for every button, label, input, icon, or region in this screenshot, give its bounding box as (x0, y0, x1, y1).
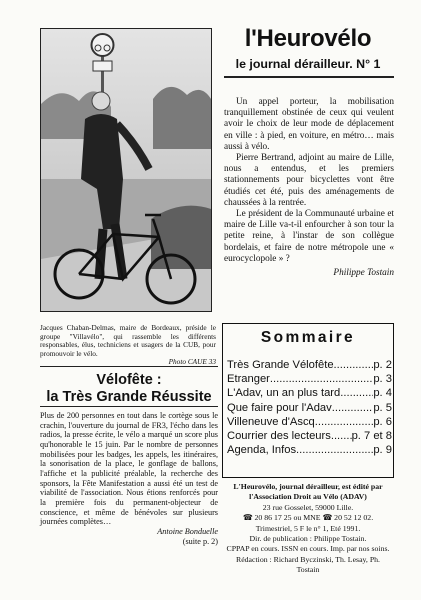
editorial-intro (224, 97, 394, 279)
toc-leader-dots (334, 358, 374, 372)
toc-item (227, 429, 392, 443)
toc-item (227, 358, 392, 372)
photo-credit: Photo CAUE 33 (168, 357, 216, 367)
toc-leader-dots (331, 429, 352, 443)
colophon-director: Dir. de publication : Philippe Tostain. (249, 534, 367, 544)
toc-item-label: L'Adav, un an plus tard (227, 387, 341, 400)
cyclist-photo-illustration (41, 29, 211, 311)
colophon-publisher: L'Heurovélo, journal dérailleur, est édité par l'Association Droit au Vélo (ADAV) (233, 482, 383, 502)
toc-leader-dots (332, 401, 374, 415)
photo-caption-text: Jacques Chaban-Delmas, maire de Bordeaux, préside le groupe "Villavélo", qui rassemble les différents responsables, élus, techniciens et usagers de la CUB, pour promouvoir le vélo. (40, 323, 216, 358)
colophon-registration: CPPAP en cours. ISSN en cours. Imp. par nos soins. (226, 544, 390, 554)
velofete-signature: Antoine Bonduelle (157, 526, 218, 536)
divider-top-velofete (40, 366, 218, 367)
toc-item-label: Agenda, Infos (227, 444, 297, 457)
intro-paragraph-3: Le président de la Communauté urbaine et maire de Lille va-t-il enfourcher à son tour la petite reine, à l'instar de son collègue bordelais, et faire de notre métropole une « eurocyclopole » ? (224, 209, 394, 264)
toc-item-label: Etranger (227, 373, 270, 386)
velofete-article-body: Plus de 200 personnes en tout dans le cortège sous le crachin, l'ouverture du journal de FR3, l'écho dans les radios, la presse écrite, le vélo a marqué un score plus qu'honorable le 15 juin. Par le nombre de personnes mobilisées pour les badges, les appels, les itinéraires, la sonorisation de la place, le gonflage de ballons, l'affiche et la publicité préalable, la recherche des sponsors, la Fête Manifestation a aussi été un test de viabilité de l'association. Nous étions renforcés pour la première fois du permanent-objecteur de conscience, et même de bénévoles sur plusieurs journées complètes… (40, 411, 218, 527)
toc-item-page: p. 4 (373, 387, 392, 400)
colophon-editors: Rédaction : Richard Byczinski, Th. Lesay, Ph. Tostain (236, 554, 380, 575)
intro-signature: Philippe Tostain (333, 268, 394, 279)
toc-item-page: p. 6 (373, 415, 392, 428)
toc-item-label: Que faire pour l'Adav (227, 401, 332, 414)
divider-under-velofete-headline (40, 406, 218, 407)
toc-item (227, 401, 392, 415)
masthead-rule (224, 76, 394, 78)
velofete-continued: (suite p. 2) (182, 536, 218, 546)
toc-leader-dots (315, 415, 374, 429)
velofete-headline-line2: la Très Grande Réussite (46, 389, 212, 405)
toc-item-label: Courrier des lecteurs (227, 430, 331, 443)
toc-item-page: p. 3 (373, 373, 392, 386)
toc-leader-dots (270, 372, 373, 386)
photo-caption (40, 324, 216, 367)
intro-paragraph-1: Un appel porteur, la mobilisation tranquillement obstinée de ceux qui veulent avoir le choix de leur mode de déplacement en ville : à pied, en voiture, en métro… mais aussi à vélo. (224, 97, 394, 152)
colophon-phone: ☎ 20 86 17 25 ou MNE ☎ 20 52 12 02. (242, 513, 374, 523)
table-of-contents-title: Sommaire (260, 329, 356, 346)
toc-item-page: p. 9 (373, 444, 392, 457)
colophon-frequency: Trimestriel, 5 F le n° 1, Eté 1991. (255, 523, 361, 533)
toc-leader-dots (340, 386, 373, 400)
velofete-article (40, 411, 218, 546)
toc-leader-dots (296, 443, 373, 457)
colophon-address: 23 rue Gosselet, 59000 Lille. (262, 502, 354, 512)
velofete-headline-line1: Vélofête : (96, 372, 162, 388)
cover-photo (40, 28, 212, 312)
toc-item (227, 415, 392, 429)
intro-paragraph-2: Pierre Bertrand, adjoint au maire de Lille, nous a entendus, et les premiers stationnements pour bicyclettes vont être étudiés cet été, puis des aménagements de chaussées à la rentrée. (224, 153, 394, 208)
table-of-contents-list (227, 358, 392, 457)
toc-item (227, 386, 392, 400)
toc-item-label: Très Grande Vélofête (227, 359, 334, 371)
colophon (224, 482, 392, 576)
toc-item-page: p. 2 (373, 359, 392, 371)
masthead-title: l'Heurovélo (244, 25, 372, 52)
toc-item (227, 372, 392, 386)
masthead-subtitle: le journal dérailleur. N° 1 (235, 57, 381, 71)
toc-item (227, 443, 392, 457)
toc-item-label: Villeneuve d'Ascq (227, 415, 315, 428)
toc-item-page: p. 5 (373, 401, 392, 414)
toc-item-page: p. 7 et 8 (351, 430, 392, 443)
velofete-headline (40, 372, 218, 406)
